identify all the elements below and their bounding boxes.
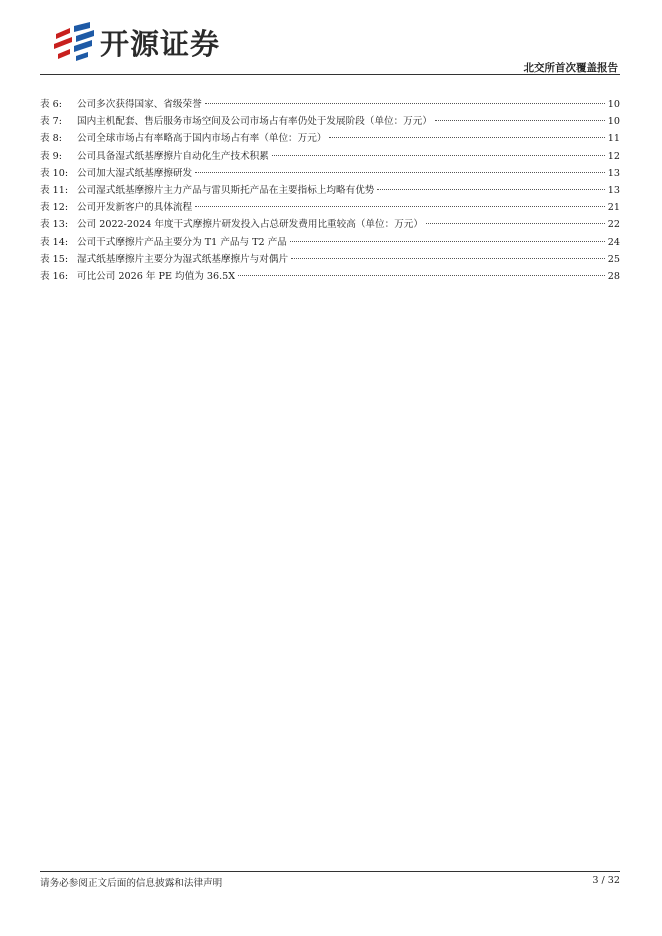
header-divider	[40, 74, 620, 75]
toc-leader-dots	[291, 258, 605, 259]
toc-entry[interactable]	[40, 96, 620, 113]
toc-entry-label: 表 10:	[40, 167, 69, 179]
toc-entry-page: 28	[607, 270, 620, 282]
company-logo	[52, 22, 220, 62]
toc-entry-title: 公司开发新客户的具体流程	[77, 202, 193, 214]
toc-leader-dots	[426, 223, 605, 224]
toc-entry-label: 表 13:	[40, 219, 69, 231]
toc-entry-page: 12	[607, 150, 620, 162]
toc-entry-label: 表 14:	[40, 236, 69, 248]
toc-entry[interactable]	[40, 199, 620, 216]
toc-leader-dots	[329, 137, 604, 138]
toc-entry[interactable]	[40, 182, 620, 199]
toc-leader-dots	[238, 275, 605, 276]
toc-entry-label: 表 9:	[40, 150, 62, 162]
toc-entry[interactable]	[40, 234, 620, 251]
toc-entry-page: 21	[607, 202, 620, 214]
toc-entry-title: 国内主机配套、售后服务市场空间及公司市场占有率仍处于发展阶段（单位：万元）	[77, 116, 432, 128]
toc-entry-label: 表 7:	[40, 116, 62, 128]
toc-entry-page: 24	[607, 236, 620, 248]
toc-entry-page: 13	[607, 167, 620, 179]
toc-entry-label: 表 8:	[40, 133, 62, 145]
logo-mark-icon	[52, 22, 96, 62]
company-name: 开源证券	[100, 26, 221, 61]
toc-entry-title: 公司多次获得国家、省级荣誉	[77, 99, 202, 110]
toc-entry-page: 10	[607, 99, 620, 110]
toc-entry-title: 公司干式摩擦片产品主要分为 T1 产品与 T2 产品	[77, 236, 287, 248]
toc-entry-page: 22	[607, 219, 620, 231]
toc-leader-dots	[435, 120, 605, 121]
toc-entry[interactable]	[40, 148, 620, 165]
toc-entry-page: 13	[607, 184, 620, 196]
toc-entry-page: 10	[607, 116, 620, 128]
toc-entry-label: 表 11:	[40, 184, 69, 196]
toc-entry-label: 表 15:	[40, 253, 69, 265]
toc-leader-dots	[377, 189, 604, 190]
toc-entry-label: 表 16:	[40, 270, 69, 282]
toc-entry-title: 公司 2022-2024 年度干式摩擦片研发投入占总研发费用比重较高（单位：万元）	[77, 219, 423, 231]
toc-entry-title: 公司加大湿式纸基摩擦研发	[77, 167, 193, 179]
footer-disclaimer: 请务必参阅正文后面的信息披露和法律声明	[40, 878, 223, 889]
toc-entry-title: 公司具备湿式纸基摩擦片自动化生产技术积累	[77, 150, 269, 162]
toc-entry-title: 公司全球市场占有率略高于国内市场占有率（单位：万元）	[77, 133, 327, 145]
toc-entry-page: 25	[607, 253, 620, 265]
toc-leader-dots	[290, 241, 605, 242]
toc-entry[interactable]	[40, 216, 620, 233]
toc-leader-dots	[195, 172, 605, 173]
toc-leader-dots	[195, 206, 605, 207]
toc-entry[interactable]	[40, 251, 620, 268]
toc-leader-dots	[272, 155, 605, 156]
toc-entry-label: 表 6:	[40, 99, 62, 110]
toc-entry[interactable]	[40, 130, 620, 147]
page-number: 3 / 32	[592, 875, 620, 886]
toc-entry[interactable]	[40, 113, 620, 130]
toc-entry[interactable]	[40, 268, 620, 285]
toc-entry[interactable]	[40, 165, 620, 182]
toc-leader-dots	[205, 103, 605, 104]
toc-entry-title: 可比公司 2026 年 PE 均值为 36.5X	[77, 270, 236, 282]
toc-entry-title: 公司湿式纸基摩擦片主力产品与雷贝斯托产品在主要指标上均略有优势	[77, 184, 375, 196]
table-of-tables	[40, 96, 620, 285]
footer-divider	[40, 871, 620, 872]
toc-entry-title: 湿式纸基摩擦片主要分为湿式纸基摩擦片与对偶片	[77, 253, 289, 265]
toc-entry-label: 表 12:	[40, 202, 69, 214]
toc-entry-page: 11	[607, 133, 620, 145]
report-type: 北交所首次覆盖报告	[523, 62, 618, 74]
